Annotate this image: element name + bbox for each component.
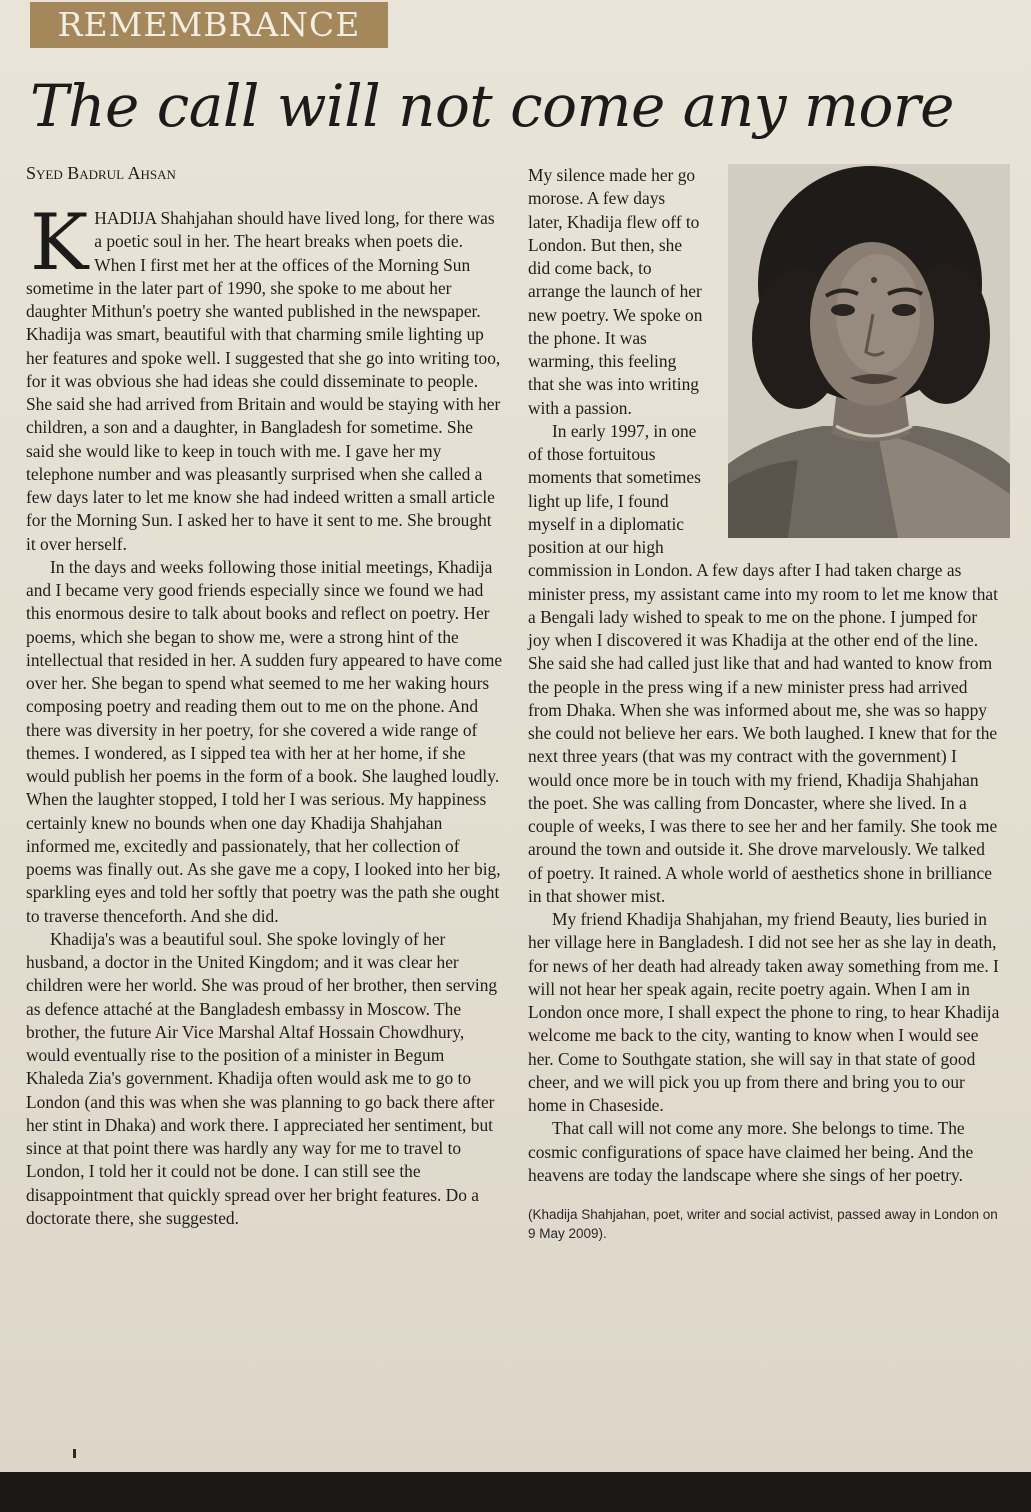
paragraph-4: My silence made her go morose. A few days later, Khadija flew off to London. But then, she did come back, to arrange the launch of her new poetry. We spoke on the phone. It was warming, this feeling that she was into writing with a passion. <box>528 165 703 418</box>
paragraph-5: In early 1997, in one of those fortuitous moments that sometimes light up life, I found myself in a diplomatic position at our high commission in London. A few days after I had taken charge as minister press, my assistant came into my room to let me know that a Bengali lady wished to speak to me on the phone. I jumped for joy when I discovered it was Khadija at the other end of the line. She said she had called just like that and had wanted to know from the people in the press wing if a new minister press had arrived from Dhaka. When she was informed about me, she was so happy she could not believe her ears. We both laughed. I knew that for the next three years (that was my contract with the government) I would once more be in touch with my friend, Khadija Shahjahan the poet. She was calling from Doncaster, where she lived. In a couple of weeks, I was there to see her and her family. She took me around the town and outside it. She drove marvelously. We talked of poetry. It rained. A whole world of aesthetics shone in brilliance in that shower mist. <box>528 420 998 906</box>
portrait-photo <box>728 164 1010 538</box>
footnote: (Khadija Shahjahan, poet, writer and social activist, passed away in London on 9 May 2009). <box>528 1207 998 1241</box>
article-column-left <box>26 162 504 1230</box>
paragraph-1: HADIJA Shahjahan should have lived long, for there was a poetic soul in her. The heart breaks when poets die. When I first met her at the offices of the Morning Sun sometime in the later part of 1990, she spoke to me about her daughter Mithun's poetry she wanted published in the newspaper. Khadija was smart, beautiful with that charming smile lighting up her features and spoke well. I suggested that she go into writing too, for it was obvious she had ideas she could disseminate to people. She said she had arrived from Britain and would be staying with her children, a son and a daughter, in Bangladesh for sometime. She said she would like to keep in touch with me. I gave her my telephone number and was pleasantly surprised when she called a few days later to let me know she had indeed written a small article for the Morning Sun. I asked her to have it sent to me. She brought it over herself. <box>26 208 501 554</box>
byline: Syed Badrul Ahsan <box>26 163 176 183</box>
paragraph-2: In the days and weeks following those initial meetings, Khadija and I became very good friends especially since we found we had this enormous desire to talk about books and reflect on poetry. Her poems, which she began to show me, were a strong hint of the intellectual that resided in her. A sudden fury appeared to have come over her. She began to spend what seemed to me her waking hours composing poetry and reading them out to me on the phone. And there was diversity in her poetry, for she covered a wide range of themes. I wondered, as I sipped tea with her at her home, if she would publish her poems in the form of a book. She laughed loudly. When the laughter stopped, I told her I was serious. My happiness certainly knew no bounds when one day Khadija Shahjahan informed me, excitedly and passionately, that her collection of poems was finally out. As she gave me a copy, I looked into her big, sparkling eyes and told her softly that poetry was the path she ought to traverse thenceforth. And she did. <box>26 556 503 926</box>
paragraph-7: That call will not come any more. She belongs to time. The cosmic configurations of space have claimed her being. And the heavens are today the landscape where she sings of her poetry. <box>528 1118 974 1185</box>
article-column-right <box>528 164 1002 1243</box>
paragraph-6: My friend Khadija Shahjahan, my friend Beauty, lies buried in her village here in Bangladesh. I did not see her as she lay in death, for news of her death had already taken away something from me. I will not hear her speak again, recite poetry again. When I am in London once more, I shall expect the phone to ring, to hear Khadija welcome me back to the city, wanting to know when I would see her. Come to Southgate station, she will say in that state of good cheer, and we will pick you up from there and bring you to our home in Chaseside. <box>528 909 1000 1115</box>
headline: The call will not come any more <box>30 72 954 140</box>
ink-speck <box>73 1449 76 1458</box>
dark-background-strip <box>0 1472 1031 1512</box>
drop-cap: K <box>30 198 89 288</box>
section-banner: REMEMBRANCE <box>30 2 388 48</box>
paragraph-3: Khadija's was a beautiful soul. She spoke lovingly of her husband, a doctor in the United Kingdom; and it was clear her children were her world. She was proud of her brother, then serving as defence attaché at the Bangladesh embassy in Moscow. The brother, the future Air Vice Marshal Altaf Hossain Chowdhury, would eventually rise to the position of a minister in Begum Khaleda Zia's government. Khadija often would ask me to go to London (and this was when she was planning to go back there after her stint in Dhaka) and work there. I appreciated her sentiment, but since at that point there was hardly any way for me to travel to London, I told her it could not be done. I can still see the disappointment that quickly spread over her bright features. Do a doctorate there, she suggested. <box>26 928 498 1228</box>
